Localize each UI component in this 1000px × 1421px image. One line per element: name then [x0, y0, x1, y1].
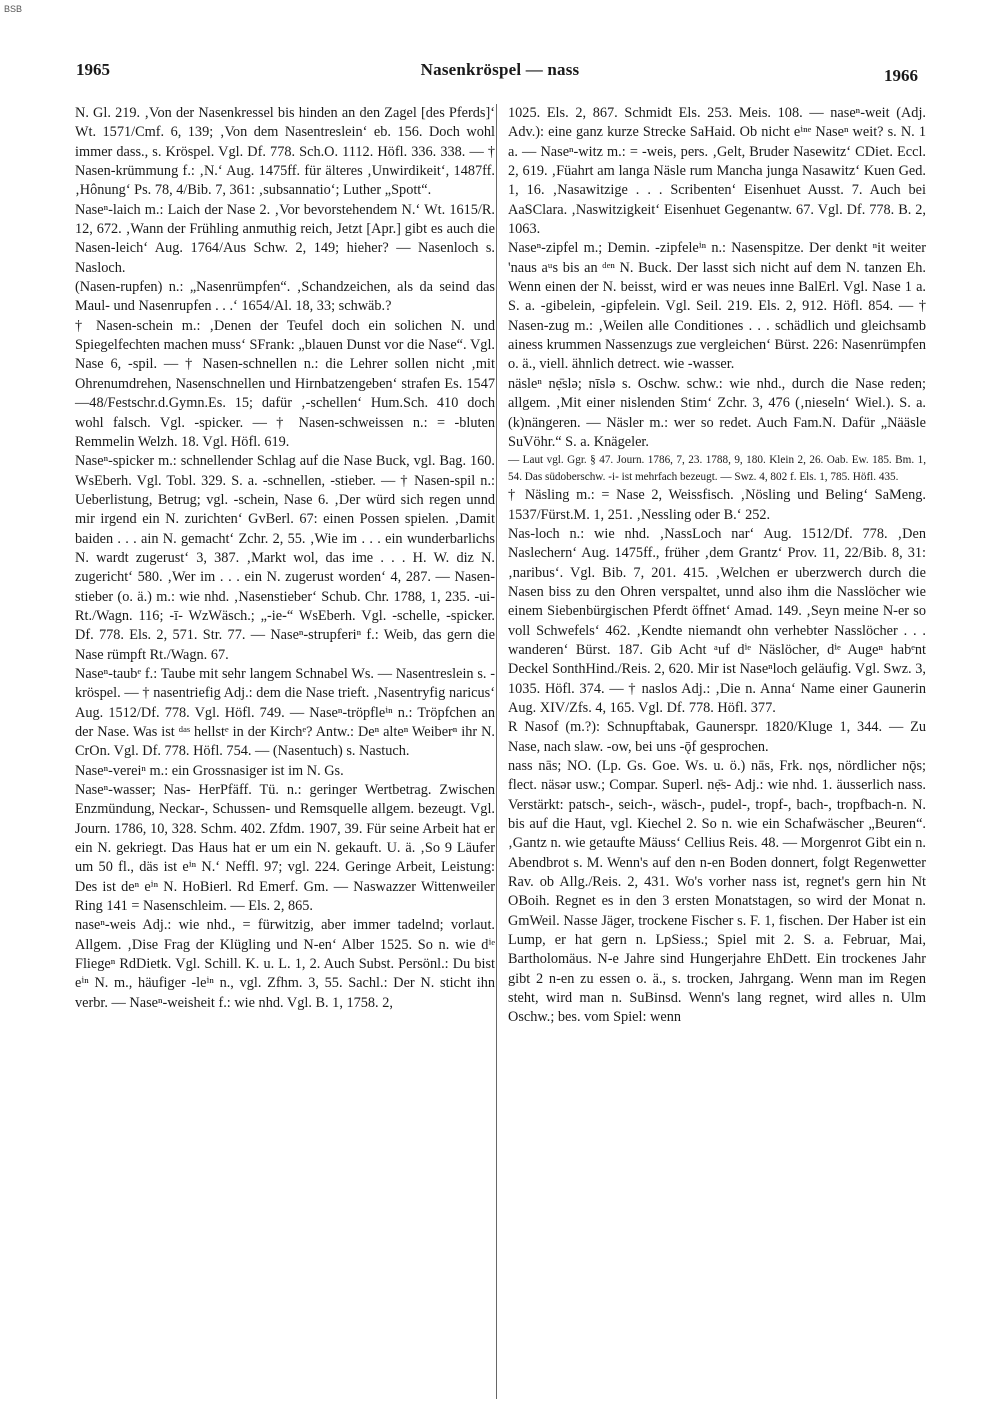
- entry-paragraph: Naseⁿ-spicker m.: schnellender Schlag auf die Nase Buck, vgl. Bag. 160. WsEberh. Vgl. Tobl. 329. S. a. -schnellen, -stieber. — † Nasen-spil n.: Ueberlistung, Betrug; vgl. -schein, Nase 6. ‚Der würd sich regen unnd mir irgend ein N. zurichten‘ GvBerl. 67: einen Possen spielen. ‚Damit baiden . . . ain N. gemacht‘ Zchr. 2, 55. ‚Wie im . . . ein wunderbarlichs N. wardt zugerust‘ 3, 387. ‚Markt wol, das ime . . . H. W. diz N. zugericht‘ 580. ‚Wer im . . . ein N. zugerust worden‘ 4, 287. — Nasen-stieber (o. ä.) m.: wie nhd. ‚Nasenstieber‘ Schub. Chr. 1788, 1, 235. -ui- Rt./Wagn. 116; -ī- WzWäsch.; „-ie-“ WsEberh. Vgl. -schelle, -spicker. Df. 778. Els. 2, 571. Str. 77. — Naseⁿ-strupferiⁿ f.: Weib, das gern die Nase rümpft Rt./Wagn. 67.: [75, 453, 495, 663]
- entry-paragraph: † Nasen-schein m.: ‚Denen der Teufel doch ein solichen N. und Spiegelfechten machen muss‘ SFrank: „blauen Dunst vor die Nase“. Vgl. Nase 6, -spil. — † Nasen-schnellen n.: die Lehrer sollen nicht ‚mit Ohrenumdrehen, Nasenschnellen und Hirnbatzengeben‘ strafen Es. 1547—48/Festschr.d.Gymn.Es. 15; dafür ‚-schellen‘ Hum.Sch. 410 doch wohl falsch. Vgl. -spicker. — † Nasen-schweissen n.: = -bluten Remmelin Welzh. 18. Vgl. Höfl. 619.: [75, 317, 495, 450]
- entry-paragraph: Naseⁿ-vereiⁿ m.: ein Grossnasiger ist im N. Gs.: [75, 762, 344, 779]
- entry-paragraph: Nas-loch n.: wie nhd. ‚NassLoch nar‘ Aug. 1512/Df. 778. ‚Den Naslechern‘ Aug. 1475ff., früher ‚dem Grantz‘ Prov. 11, 22/Bib. 8, 31: ‚naribus‘. Vgl. Bib. 7, 201. 415. ‚Welchen er uberzwerch durch die Nasen biss zu den Ohren verspaltet, unnd also ihm die Nasslöcher wie einem Siebenbürgischen Pferdt öffnet‘ Amad. 149. ‚Seyn meine N-er so voll Schwefels‘ 462. ‚Kendte niemandt ohn verhebter Nasslöcher . . . wanderen‘ Bürst. 187. Gib Acht ᵃuf dⁱᵉ Näslöcher, dⁱᵉ Augeⁿ habᵉnt Deckel SonthHind./Reis. 2, 620. Mir ist Naseⁿloch geläufig. Vgl. Swz. 3, 1035. Höfl. 374. — † naslos Adj.: ‚Die n. Anna‘ Name einer Gaunerin Aug. XIV/Zfs. 4, 165. Vgl. Df. 778. Höfl. 377.: [508, 525, 926, 716]
- right-page-number: 1966: [884, 66, 918, 85]
- etymology-note: — Laut vgl. Ggr. § 47. Journ. 1786, 7, 23. 1788, 9, 180. Klein 2, 26. Oab. Ew. 185. Bm. 1, 54. Das südoberschw. -i- ist mehrfach bezeugt. — Swz. 4, 802 f. Els. 1, 785. Höfl. 435.: [508, 454, 926, 484]
- entry-paragraph: nass nās; NO. (Lp. Gs. Goe. Ws. u. ö.) nās, Frk. nǫs, nördlicher nǭs; flect. näsər usw.; Compar. Superl. nẹ̄s- Adj.: wie nhd. 1. äusserlich nass. Verstärkt: patsch-, seich-, wäsch-, pudel-, tropf-, bach-, tropfbach-n. N. bis auf die Haut, vgl. Kiechel 2. So n. wie ein Schafwäscher „Beuren“. ‚Gantz n. wie getaufte Mäuss‘ Cellius Reis. 48. — Morgenrot Gibt ein n. Abendbrot s. M. Wenn's auf den n-en Boden donnert, folgt Regenwetter Rav. ob Allg./Reis. 2, 431. Wo's vorher nass ist, regnet's gern hin Nt OBoih. Regnet es in den 3 ersten Monatstagen, so wird der Monat n. GmWeil. Nasse Jäger, trockene Fischer s. F. 1, fischen. Der Haber ist ein Lump, er hat gern n. LpSiess.; Spiel mit 2. S. a. Februar, Mai, Bartholomäus. N-e Jahre sind Hungerjahre EhDett. Ein trockenes Jahr gibt 2 n-en zu essen o. ä., s. trocken, Jahrgang. Wenn man im Regen steht, wird man n. SuBinsd. Wenn's lang regnet, wird alles n. Ulm Oschw.; bes. vom Spiel: wenn: [508, 758, 926, 1026]
- right-column: [508, 104, 926, 1028]
- entry-paragraph: Naseⁿ-wasser; Nas- HerPfäff. Tü. n.: geringer Wertbetrag. Zwischen Enzmündung, Neckar-, Schussen- und Remsquelle allgem. bezeugt. Vgl. Journ. 1786, 10, 328. Schm. 402. Zfdm. 1907, 39. Für seine Arbeit hat er ein N. gekriegt. Das Haus hat er um ein N. gekauft. U. ä. ‚So 9 Läufer um 50 fl., däs ist eⁱⁿ N.‘ Neffl. 97; vgl. 224. Geringe Arbeit, Leistung: Des ist deⁿ eⁱⁿ N. HoBierl. Rd Emerf. Gm. — Naswazzer Wittenweiler Ring 141 = Nasenschleim. — Els. 2, 865.: [75, 782, 495, 915]
- entry-paragraph: (Nasen-rupfen) n.: „Nasenrümpfen“. ‚Schandzeichen, als da seind das Maul- und Nasenrupfen . . .‘ 1654/Al. 18, 33; schwäb.?: [75, 279, 495, 315]
- entry-paragraph: † Näsling m.: = Nase 2, Weissfisch. ‚Nösling und Beling‘ SaMeng. 1537/Fürst.M. 1, 251. ‚Nessling oder B.‘ 252.: [508, 487, 926, 523]
- left-column: [75, 104, 495, 1013]
- library-stamp: BSB: [4, 4, 23, 14]
- entry-paragraph: 1025. Els. 2, 867. Schmidt Els. 253. Meis. 108. — naseⁿ-weit (Adj. Adv.): eine ganz kurze Strecke SaHaid. Ob nicht eⁱⁿᵉ Naseⁿ weit? s. N. 1 a. — Naseⁿ-witz m.: = -weis, pers. ‚Gelt, Bruder Nasewitz‘ CDiet. Eccl. 2, 619. ‚Füahrt am langa Näsle rum Mancha junga Nasawitz‘ Kuen Ged. 1, 16. ‚Nasawitzige . . . Scribenten‘ Eisenhuet Ausst. 7. Auch bei AaSClara. ‚Naswitzigkeit‘ Eisenhuet Gegenantw. 67. Vgl. Df. 778. B. 2, 1063.: [508, 105, 926, 238]
- left-page-number: 1965: [76, 60, 110, 79]
- column-divider: [496, 104, 497, 1399]
- entry-paragraph: Naseⁿ-laich m.: Laich der Nase 2. ‚Vor bevorstehendem N.‘ Wt. 1615/R. 12, 672. ‚Wann der Frühling anmuthig reich, Jetzt [Apr.] gibt es auch die Nasen-leich‘ Aug. 1764/Aus Schw. 2, 149; hieher? — Nasenloch s. Nasloch.: [75, 201, 495, 276]
- entry-paragraph: Naseⁿ-zipfel m.; Demin. -zipfeleⁱⁿ n.: Nasenspitze. Der denkt ⁿit weiter 'naus aᵘs bis an ᵈᵉⁿ N. Buck. Der lasst sich nicht auf dem N. tanzen Eh. Wenn einen der N. beisst, wird er was neues inne BalErl. Vgl. Nase 1 a. S. a. -gibelein, -gipfelein. Vgl. Seil. 219. Els. 2, 912. Höfl. 854. — † Nasen-zug m.: ‚Weilen alle Conditiones . . . schädlich und gleichsamb ainess krummen Nassenzugs zue vergleichen‘ Bürst. 226: Nasenrümpfen o. ä., viell. ähnlich detrect. wie -wasser.: [508, 240, 926, 373]
- running-head-title: Nasenkröspel — nass: [420, 60, 580, 79]
- entry-paragraph: R Nasof (m.?): Schnupftabak, Gaunerspr. 1820/Kluge 1, 344. — Zu Nase, nach slaw. -ow, bei uns -ǭf gesprochen.: [508, 719, 926, 755]
- entry-paragraph: näsleⁿ nẹ̄slə; nīslə s. Oschw. schw.: wie nhd., durch die Nase reden; allgem. ‚Mit einer nislenden Stim‘ Zchr. 3, 476 (‚nieseln‘ Wiel.). S. a. (k)nängeren. — Näsler m.: wer so redet. Auch Fam.N. Dafür „Nääsle SuVöhr.“ S. a. Knägeler.: [508, 375, 926, 450]
- entry-paragraph: naseⁿ-weis Adj.: wie nhd., = fürwitzig, aber immer tadelnd; vorlaut. Allgem. ‚Dise Frag der Klügling und N-en‘ Alber 1525. So n. wie dⁱᵉ Fliegeⁿ RdDietk. Vgl. Schill. K. u. L. 1, 2. Auch Subst. Persönl.: Du bist eⁱⁿ N. m., häufiger -leⁱⁿ n., vgl. Zfhm. 3, 55. Sachl.: Der N. sticht ihn verbr. — Naseⁿ-weisheit f.: wie nhd. Vgl. B. 1, 1758. 2,: [75, 917, 495, 1011]
- entry-paragraph: N. Gl. 219. ‚Von der Nasenkressel bis hinden an den Zagel [des Pferds]‘ Wt. 1571/Cmf. 6, 139; ‚Von dem Nasentreslein‘ eb. 156. Doch wohl immer dass., s. Kröspel. Vgl. Df. 778. Sch.O. 1112. Höfl. 336. 338. — † Nasen-krümmung f.: ‚N.‘ Aug. 1475ff. für älteres ‚Unwirdikeit‘, 1487ff. ‚Hônung‘ Ps. 78, 4/Bib. 7, 361: ‚subsannatio‘; Luther „Spott“.: [75, 105, 495, 199]
- entry-paragraph: Naseⁿ-taubᵉ f.: Taube mit sehr langem Schnabel Ws. — Nasentreslein s. -kröspel. — † nasentriefig Adj.: dem die Nase trieft. ‚Nasentryfig naricus‘ Aug. 1512/Df. 778. Vgl. Höfl. 749. — Naseⁿ-tröpfleⁱⁿ n.: Tröpfchen an der Nase. Was ist ᵈᵃˢ hellstᵉ in der Kirchᵉ? Antw.: Deⁿ alteⁿ Weiberⁿ ihr N. CrOn. Vgl. Df. 778. Höfl. 754. — (Nasentuch) s. Nastuch.: [75, 665, 495, 760]
